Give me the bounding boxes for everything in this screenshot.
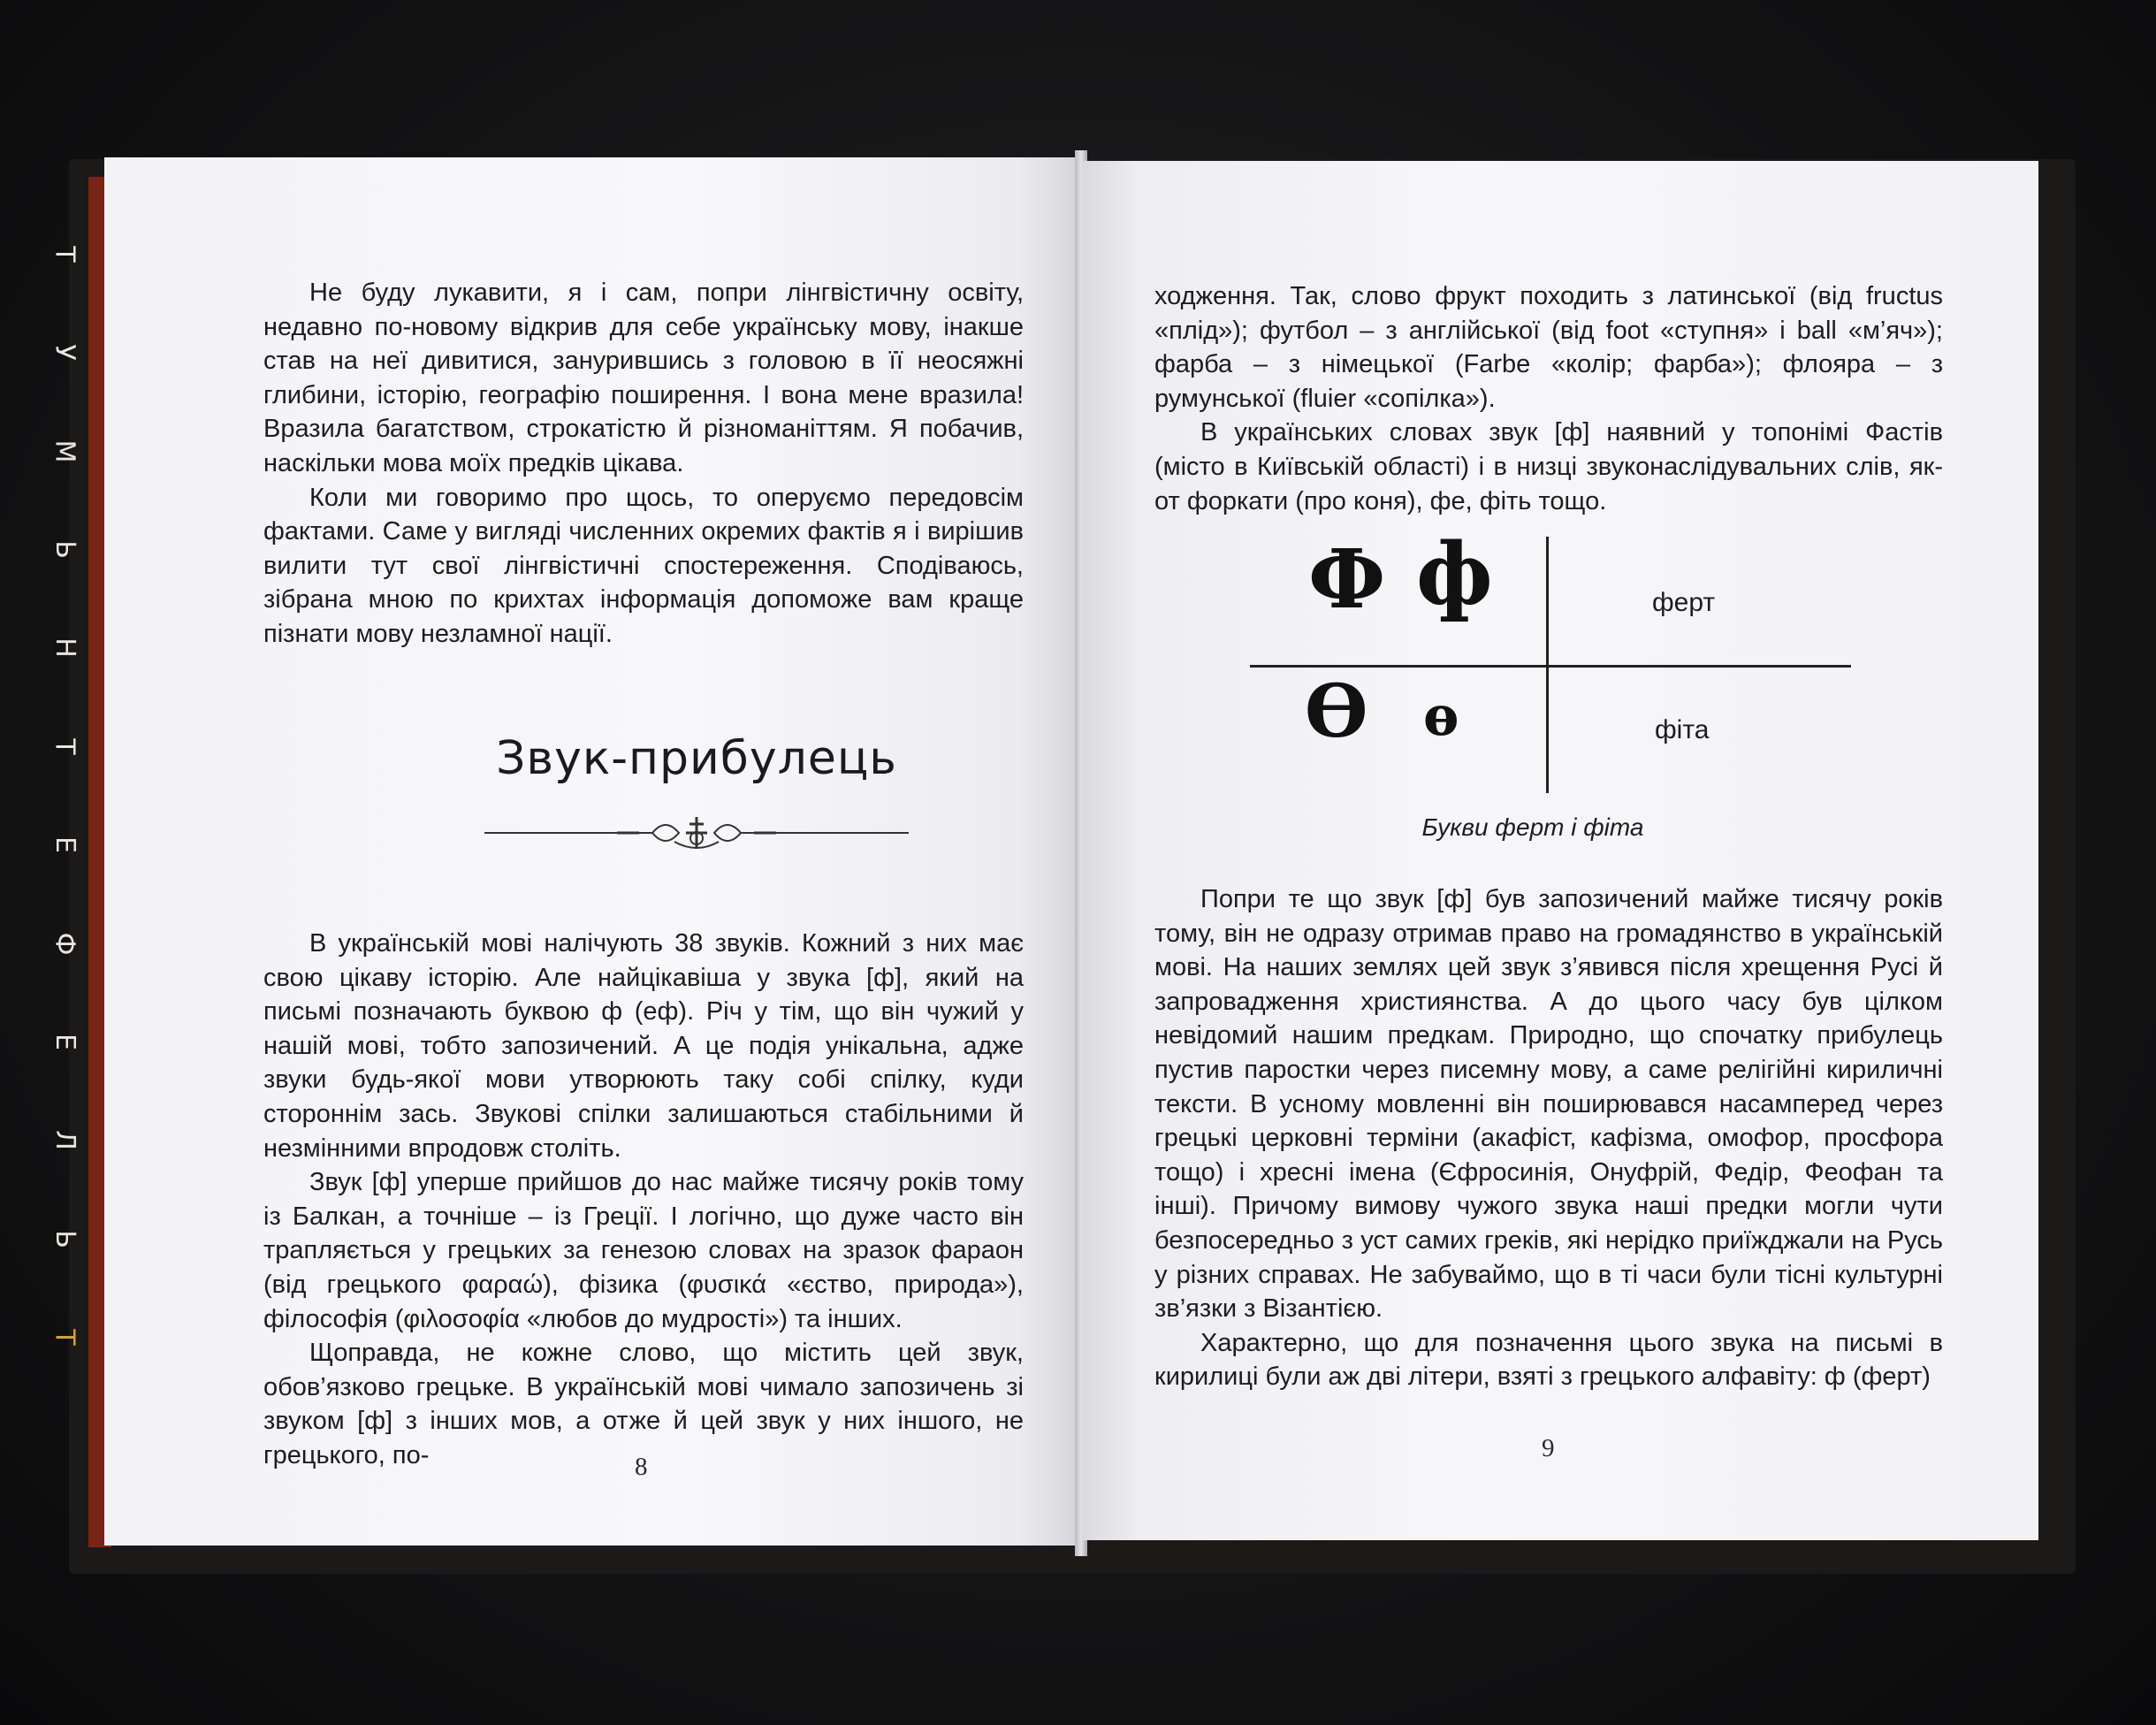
fita-lowercase-glyph: ѳ <box>1423 683 1459 748</box>
paragraph: Звук [ф] уперше прийшов до нас майже тисячу років тому із Балкан, а точніше – із Греції. І логічно, що дуже часто він трапляється у грецьких за генезою словах на зразок фараон (від грецького φαραώ), фізика (φυσικά «єство, природа»), філософія (φιλοσοφία «любов до мудрості») та інших. <box>263 1168 1024 1333</box>
fert-uppercase-glyph: Ф <box>1308 531 1386 627</box>
paragraph: Попри те що звук [ф] був запозичений майже тисячу років тому, він не одразу отримав право на громадянство в українській мові. На наших землях цей звук з’явився після хрещення Русі й запровадження християнства. А до цього часу був цілком невідомий нашим предкам. Природно, що спочатку прибулець пустив паростки через писемну мову, а саме релігійні кириличні тексти. В усному мовленні він поширювався насамперед через грецькі церковні терміни (акафіст, кафізма, омофор, просфора тощо) і хресні імена (Єфросинія, Онуфрій, Федір, Феофан та інші). Причому вимову чужого звука наші предки могли чути безпосередньо з уст самих греків, які нерідко приїжджали на Русь у різних справах. Не забуваймо, що в ті часи були тісні культурні зв’язки з Візантією. <box>1154 885 1943 1324</box>
letters-figure <box>1250 524 1869 802</box>
right-page <box>1082 161 2038 1540</box>
label-fita: фіта <box>1655 715 1710 744</box>
label-fert: ферт <box>1652 588 1716 617</box>
page-number: 8 <box>635 1453 648 1481</box>
continued-text <box>1154 279 1943 518</box>
spine-letter: Ь <box>49 540 80 559</box>
chapter-title: Звук-прибулець <box>496 732 897 785</box>
spine-letter: Е <box>49 836 80 854</box>
intro-text <box>263 276 1024 652</box>
spine-letter: Т <box>49 246 80 263</box>
paragraph: ходження. Так, слово фрукт походить з латинської (від fructus «плід»); футбол – з англійської (від foot «ступня» і ball «м’яч»); фарба – з німецької (Farbe «колір; фарба»); флояра – з румунської (fluier «сопілка»). <box>1154 282 1943 413</box>
spine-letter: Е <box>49 1033 80 1050</box>
spine-letter: Ь <box>49 1229 80 1248</box>
ornament-divider-icon <box>484 812 909 854</box>
fita-uppercase-glyph: Ѳ <box>1305 669 1368 754</box>
paragraph: В українських словах звук [ф] наявний у топонімі Фастів (місто в Київській області) і в низці звуконаслідувальних слів, як-от форкати (про коня), фе, фіть тощо. <box>1154 418 1943 515</box>
chapter-text <box>263 927 1024 1473</box>
paragraph: Щоправда, не кожне слово, що містить цей звук, обов’язково грецьке. В українській мові чимало запозичень зі звуком [ф] з інших мов, а отже й цей звук у них іншого, не грецького, по- <box>263 1339 1024 1469</box>
spine-letter: Н <box>49 637 80 659</box>
spine-letter: Т <box>49 1329 80 1346</box>
page-number: 9 <box>1542 1434 1555 1462</box>
paragraph: Коли ми говоримо про щось, то оперуємо передовсім фактами. Саме у вигляді численних окремих фактів я і вирішив вилити тут свої лінгвістичні спостереження. Сподіваюсь, зібрана мною по крихтах інформація допоможе вам краще пізнати мову незламної нації. <box>263 483 1024 648</box>
spine-letter: Л <box>49 1130 80 1151</box>
spine-title <box>44 239 85 1353</box>
paragraph: В українській мові налічують 38 звуків. Кожний з них має свою цікаву історію. Але найцікавіша у звука [ф], який на письмі позначають буквою ф (еф). Річ у тім, що він чужий у нашій мові, тобто запозичений. А це подія унікальна, адже звуки будь-якої мови утворюють таку собі спілку, куди стороннім зась. Звукові спілки залишаються стабільними й незмінними впродовж століть. <box>263 929 1024 1163</box>
spine-letter: Т <box>49 738 80 755</box>
figure-caption: Букви ферт і фіта <box>1421 813 1644 841</box>
paragraph: Характерно, що для позначення цього звука на письмі в кирилиці були аж дві літери, взяті з грецького алфавіту: ф (ферт) <box>1154 1328 1943 1392</box>
body-text <box>1154 882 1943 1394</box>
spine-letter: М <box>49 439 80 463</box>
spine-letter: Ф <box>49 932 80 955</box>
figure-divider-horizontal <box>1250 665 1851 668</box>
left-page <box>104 157 1075 1546</box>
spine-letter: У <box>49 344 80 361</box>
fert-lowercase-glyph: ф <box>1416 524 1493 624</box>
paragraph: Не буду лукавити, я і сам, попри лінгвістичну освіту, недавно по-новому відкрив для себе українську мову, інакше став на неї дивитися, занурившись з головою в її неосяжні глибини, історію, географію поширення. І вона мене вразила! Вразила багатством, строкатістю й різноманіттям. Я побачив, наскільки мова моїх предків цікава. <box>263 279 1024 477</box>
